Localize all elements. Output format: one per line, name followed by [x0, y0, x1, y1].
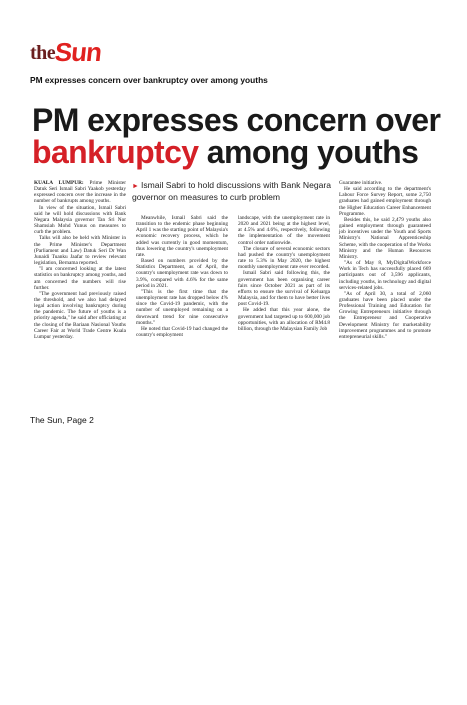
paragraph: landscape, with the unemployment rate in 2020 and 2021 being at the highest level, at 4.5% and 4.6%, respectively, following the implementation of the movement control order nationwide. — [238, 215, 330, 246]
paragraph: He said according to the department's Labour Force Survey Report, some 2,750 graduates had gained employment through the Higher Education Career Enhancement Programme. — [339, 186, 431, 217]
paragraph: "I am concerned looking at the latest statistics on bankruptcy among youths, and am concerned the numbers will rise further. — [34, 266, 126, 291]
paragraph: Meanwhile, Ismail Sabri said the transition to the endemic phase beginning April 1 was the starting point of Malaysia's economic recovery process, which he added was currently in good momentum, thus lowering the country's unemployment rate. — [136, 215, 228, 258]
paragraph: He noted that Covid-19 had changed the country's employment — [136, 325, 228, 338]
headline-rest: among youths — [198, 134, 419, 170]
article-column-3 — [238, 215, 330, 332]
paragraph: Talks will also be held with Minister in the Prime Minister's Department (Parliament and Law) Datuk Seri Dr Wan Junaidi Tuanku Jaafar to review relevant legislation, Bernama reported. — [34, 235, 126, 267]
source-caption: The Sun, Page 2 — [30, 415, 94, 425]
newspaper-logo — [30, 34, 103, 67]
paragraph: Based on numbers provided by the Statistics Department, as of April, the country's unemployment rate was down to 3.9%, compared with 4.6% for the same period in 2021. — [136, 258, 228, 289]
paragraph: He added that this year alone, the government had targeted up to 600,000 job opportunities, with an allocation of RM4.8 billion, through the Malaysian Family Job — [238, 307, 330, 332]
article-column-4 — [339, 180, 431, 340]
paragraph-text: Prime Minister Datuk Seri Ismail Sabri Yaakob yesterday expressed concern over the increase in the number of bankrupts among youths. — [34, 180, 126, 205]
paragraph: Guarantee initiative. — [339, 180, 383, 186]
paragraph: "As of April 30, a total of 2,060 graduates have been placed under the Professional Training and Education for Growing Entrepreneurs initiative through the Entrepreneur and Cooperative Development Ministry for marketability improvement programmes and to promote entrepreneurial skills." — [339, 290, 431, 340]
paragraph: In view of the situation, Ismail Sabri said he will hold discussions with Bank Negara Malaysia governor Tan Sri Nor Shamsiah Mohd Yunus on measures to curb the problem. — [34, 204, 126, 236]
subheading-text: Ismail Sabri to hold discussions with Bank Negara governor on measures to curb problem — [132, 180, 332, 202]
subheading — [132, 180, 332, 202]
clipping-title: PM expresses concern over bankruptcy over among youths — [30, 75, 268, 85]
paragraph: "This is the first time that the unemployment rate has dropped below 4% since the Covid-19 pandemic, with the number of unemployed remaining on a downward trend for nine consecutive months." — [136, 288, 228, 326]
paragraph: "The government had previously raised the threshold, and we also had delayed legal action involving bankruptcy during the pandemic. The future of youths is a priority agenda," he said after officiating at the closing of the Bariaan Nasional Youths Career Fair at World Trade Centre Kuala Lumpur yesterday. — [34, 290, 126, 340]
paragraph: The closure of several economic sectors had pushed the country's unemployment rate to 5.3% in May 2020, the highest monthly unemployment rate ever recorded. — [238, 245, 330, 271]
triangle-bullet-icon: ► — [132, 183, 139, 190]
paragraph: "As of May 8, MyDigitalWorkforce Work in Tech has successfully placed 669 participants out of 3,596 applicants, including youths, in technology and digital services-related jobs. — [339, 260, 431, 291]
logo-sun-text: Sun — [53, 37, 103, 67]
headline-highlight: bankruptcy — [32, 134, 199, 170]
paragraph: Besides this, he said 2,479 youths also gained employment through guaranteed job incentives under the Youth and Sports Ministry's National Apprenticeship Scheme, with the cooperation of the Works Ministry and the Human Resources Ministry. — [339, 216, 431, 260]
article-column-2 — [136, 215, 228, 338]
headline — [32, 104, 442, 168]
logo-the-text: the — [30, 42, 56, 64]
headline-line-1: PM expresses concern over — [32, 102, 441, 138]
dateline: KUALA LUMPUR: — [34, 180, 84, 186]
paragraph — [34, 180, 126, 205]
headline-line-2 — [32, 136, 442, 168]
article-column-1 — [34, 180, 126, 340]
paragraph: Ismail Sabri said following this, the government has been organising career fairs since October 2021 as part of its efforts to ensure the survival of Keluarga Malaysia, and for them to have better lives post Covid-19. — [238, 270, 330, 308]
